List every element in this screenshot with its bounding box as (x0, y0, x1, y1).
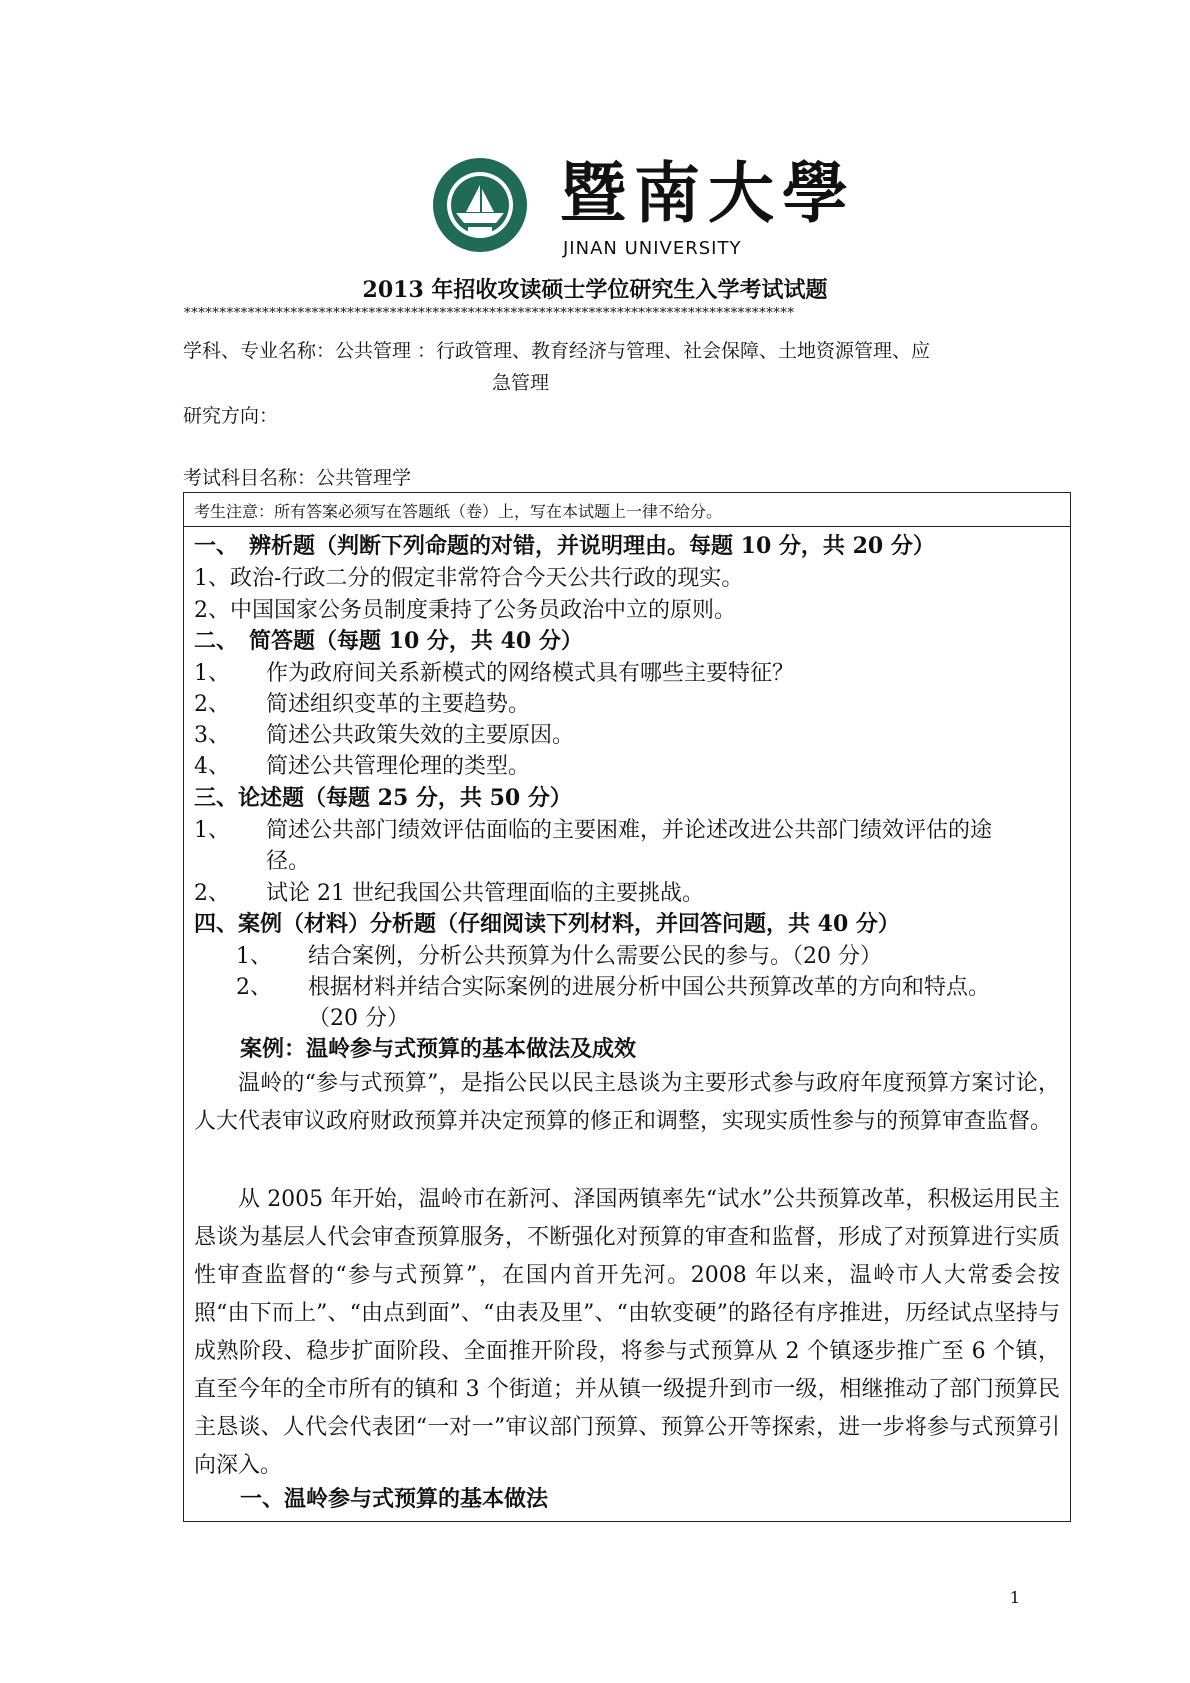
question-4-1-num: 1、 (236, 944, 272, 969)
exam-title: 2013 年招收攻读硕士学位研究生入学考试试题 (362, 277, 828, 303)
question-2-2-num: 2、 (194, 692, 230, 717)
major-label: 学科、专业名称：公共管理 ：行政管理、教育经济与管理、社会保障、土地资源管理、应 (183, 340, 931, 362)
question-4-2-cont: （20 分） (308, 1006, 409, 1031)
star-divider: ************************************************************************************** (184, 306, 795, 321)
candidate-notice: 考生注意：所有答案必须写在答题纸（卷）上，写在本试题上一律不给分。 (184, 493, 1070, 527)
section-4-heading: 四、案例（材料）分析题（仔细阅读下列材料，并回答问题，共 40 分） (194, 911, 900, 937)
case-title: 案例：温岭参与式预算的基本做法及成效 (240, 1036, 637, 1062)
page-number: 1 (1009, 1588, 1020, 1607)
section-2-heading: 二、 简答题（每题 10 分，共 40 分） (194, 628, 583, 654)
research-direction: 研究方向： (183, 405, 279, 427)
question-2-3-num: 3、 (194, 723, 230, 748)
question-2-4: 简述公共管理伦理的类型。 (266, 754, 531, 779)
exam-subject: 考试科目名称：公共管理学 (183, 467, 412, 489)
case-paragraph-2: 从 2005 年开始，温岭市在新河、泽国两镇率先“试水”公共预算改革，积极运用民主恳谈为基层人代会审查预算服务，不断强化对预算的审查和监督，形成了对预算进行实质性审查监督的“参与式预算”，在国内首开先河。2008 年以来，温岭市人大常委会按照“由下而上”、“由点到面”、“由表及里”、“由软变硬”的路径有序推进，历经试点坚持与成熟阶段、稳步扩面阶段、全面推开阶段，将参与式预算从 2 个镇逐步推广至 6 个镇，直至今年的全市所有的镇和 3 个街道；并从镇一级提升到市一级，相继推动了部门预算民主恳谈、人代会代表团“一对一”审议部门预算、预算公开等探索，进一步将参与式预算引向深入。 (194, 1187, 1060, 1478)
section-3-heading: 三、论述题（每题 25 分，共 50 分） (194, 785, 572, 811)
question-3-2-num: 2、 (194, 881, 230, 906)
question-2-1: 作为政府间关系新模式的网络模式具有哪些主要特征？ (266, 661, 795, 686)
question-1-1: 1、政治-行政二分的假定非常符合今天公共行政的现实。 (194, 566, 744, 591)
question-2-1-num: 1、 (194, 661, 230, 686)
question-4-2: 根据材料并结合实际案例的进展分析中国公共预算改革的方向和特点。 (308, 975, 991, 1000)
question-2-4-num: 4、 (194, 754, 230, 779)
case-paragraph-1: 温岭的“参与式预算”，是指公民以民主恳谈为主要形式参与政府年度预算方案讨论，人大代表审议政府财政预算并决定预算的修正和调整，实现实质性参与的预算审查监督。 (194, 1071, 1060, 1134)
question-4-2-num: 2、 (236, 975, 272, 1000)
question-3-1-num: 1、 (194, 818, 230, 843)
university-name-en: JINAN UNIVERSITY (563, 238, 742, 259)
university-name-cn: 暨南大學 (560, 154, 856, 232)
question-3-1-cont: 径。 (266, 849, 311, 874)
question-1-2: 2、中国国家公务员制度秉持了公务员政治中立的原则。 (194, 598, 736, 623)
university-seal-icon (430, 155, 530, 255)
question-3-2: 试论 21 世纪我国公共管理面临的主要挑战。 (266, 881, 704, 906)
case-subheading-1: 一、温岭参与式预算的基本做法 (240, 1486, 549, 1512)
question-3-1: 简述公共部门绩效评估面临的主要困难，并论述改进公共部门绩效评估的途 (266, 818, 993, 843)
question-2-2: 简述组织变革的主要趋势。 (266, 692, 531, 717)
question-4-1: 结合案例，分析公共预算为什么需要公民的参与。（20 分） (308, 944, 882, 969)
section-1-heading: 一、 辨析题（判断下列命题的对错，并说明理由。每题 10 分，共 20 分） (194, 533, 935, 559)
major-label-cont: 急管理 (492, 372, 550, 394)
question-2-3: 简述公共政策失效的主要原因。 (266, 723, 575, 748)
question-box (183, 492, 1071, 1522)
